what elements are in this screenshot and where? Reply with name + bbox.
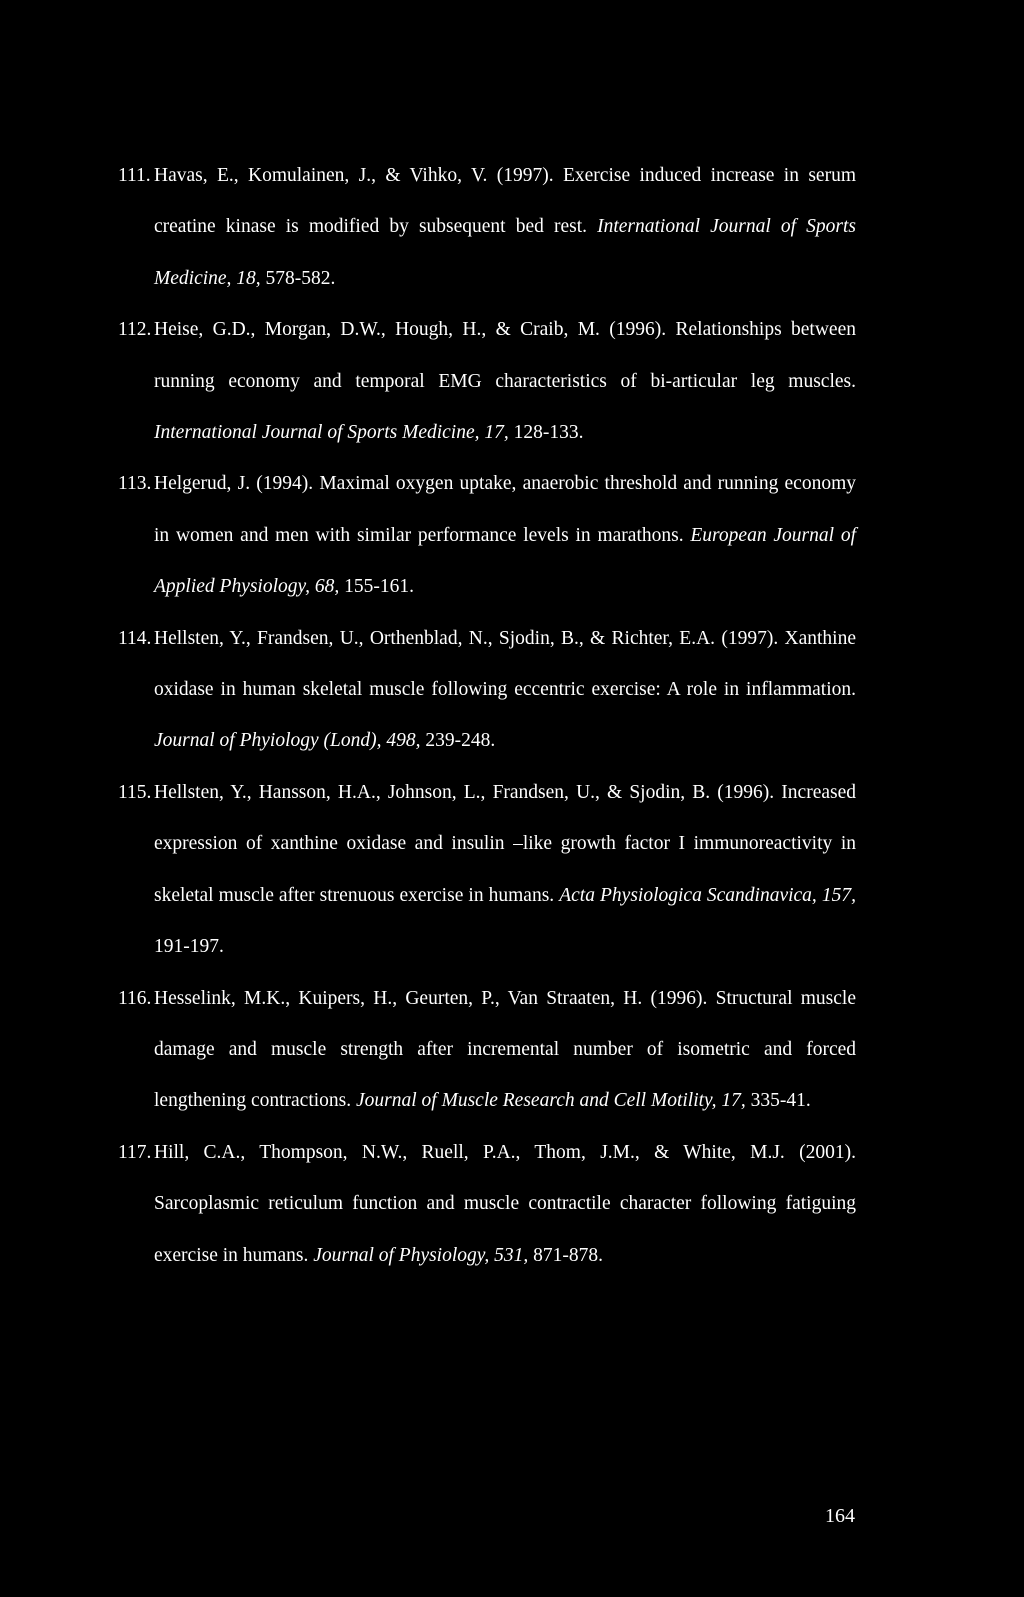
reference-journal: Journal of Phyiology (Lond), 498,: [154, 730, 421, 752]
reference-number: 117.: [118, 1141, 152, 1163]
reference-pages: 871-878.: [528, 1244, 603, 1266]
reference-number: 116.: [118, 987, 152, 1009]
reference-body: [154, 150, 856, 304]
reference-pages: 128-133.: [508, 422, 584, 444]
reference-pages: 335-41.: [745, 1090, 811, 1112]
reference-body: [154, 304, 856, 458]
reference-item-113: [118, 458, 856, 612]
reference-pages: 155-161.: [339, 576, 414, 598]
reference-body: [154, 973, 856, 1127]
reference-text: Hesselink, M.K., Kuipers, H., Geurten, P., Van Straaten, H. (1996). Structural muscle damage and muscle strength after incremental number of isometric and forced lengthening contractions.: [154, 987, 856, 1112]
reference-pages: 239-248.: [420, 730, 496, 752]
reference-item-117: [118, 1127, 856, 1281]
reference-text: Helgerud, J. (1994). Maximal oxygen uptake, anaerobic threshold and running economy in women and men with similar performance levels in marathons.: [154, 473, 856, 546]
reference-text: Heise, G.D., Morgan, D.W., Hough, H., & Craib, M. (1996). Relationships between running economy and temporal EMG characteristics of bi-articular leg muscles.: [154, 319, 856, 392]
reference-number: 111.: [118, 165, 151, 186]
reference-text: Hill, C.A., Thompson, N.W., Ruell, P.A., Thom, J.M., & White, M.J. (2001). Sarcoplasmic reticulum function and muscle contractile character following fatiguing exercise in humans.: [154, 1141, 856, 1266]
reference-journal: Journal of Physiology, 531,: [313, 1244, 529, 1266]
reference-item-112: [118, 304, 856, 458]
reference-journal: European Journal of Applied Physiology, 68,: [154, 524, 856, 598]
reference-item-114: [118, 613, 856, 767]
reference-journal: Journal of Muscle Research and Cell Motility, 17,: [356, 1090, 746, 1112]
reference-text: Havas, E., Komulainen, J., & Vihko, V. (1997). Exercise induced increase in serum creatine kinase is modified by subsequent bed rest.: [154, 165, 856, 238]
reference-body: [154, 458, 856, 612]
reference-text: Hellsten, Y., Hansson, H.A., Johnson, L., Frandsen, U., & Sjodin, B. (1996). Increased expression of xanthine oxidase and insulin –like growth factor I immunoreactivity in skeletal muscle after strenuous exercise in humans.: [154, 781, 856, 906]
reference-number: 112.: [118, 319, 152, 341]
reference-body: [154, 767, 856, 973]
reference-item-115: [118, 767, 856, 973]
reference-number: 114.: [118, 627, 152, 649]
reference-body: [154, 1127, 856, 1281]
page-number: 164: [825, 1505, 855, 1527]
reference-item-116: [118, 973, 856, 1127]
reference-journal: International Journal of Sports Medicine, 18,: [154, 216, 856, 289]
reference-number: 113.: [118, 473, 152, 495]
reference-item-111: [118, 150, 856, 304]
reference-body: [154, 613, 856, 767]
reference-journal: International Journal of Sports Medicine, 17,: [154, 422, 509, 444]
reference-text: Hellsten, Y., Frandsen, U., Orthenblad, N., Sjodin, B., & Richter, E.A. (1997). Xanthine oxidase in human skeletal muscle following eccentric exercise: A role in inflammation.: [154, 627, 856, 701]
reference-journal: Acta Physiologica Scandinavica, 157,: [559, 884, 856, 906]
reference-list: [118, 150, 856, 1281]
reference-pages: 191-197.: [154, 936, 224, 958]
reference-number: 115.: [118, 781, 152, 803]
reference-pages: 578-582.: [260, 267, 336, 289]
